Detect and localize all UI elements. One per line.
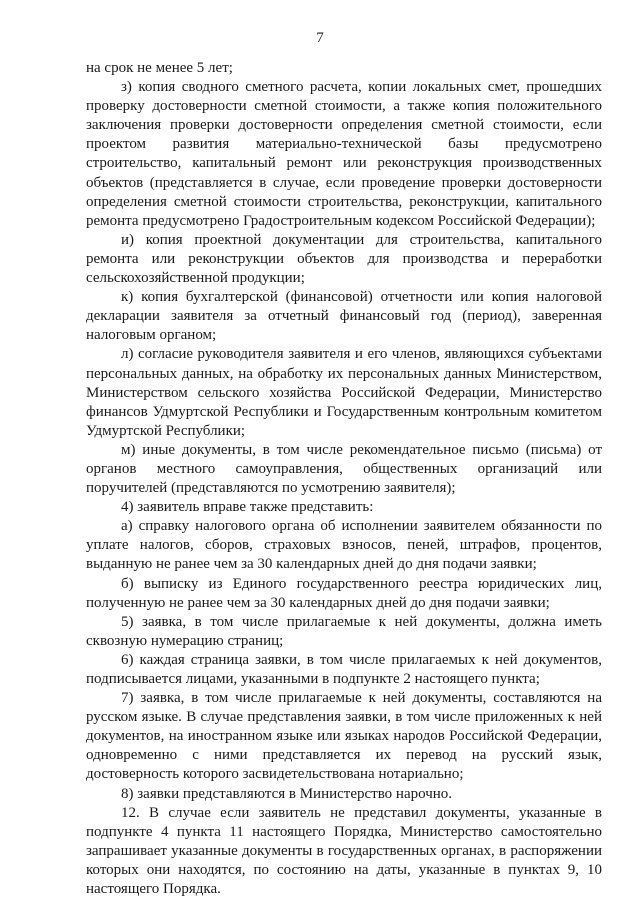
paragraph-subpoint-7: 7) заявка, в том числе прилагаемые к ней документы, составляются на русском языке. В случае представления заявки, в том числе приложенных к ней документов, на иностранном языке или языках народов Российской Федерации, одновременно с ними представляется их перевод на русский язык, достоверность которого засвидетельствована нотариально; [86, 690, 602, 783]
paragraph-item-z: з) копия сводного сметного расчета, копии локальных смет, прошедших проверку достоверности сметной стоимости, а также копия положительного заключения проверки достоверности определения сметной стоимости, если проектом развития материально-технической базы предусмотрено строительство, капитальный ремонт или реконструкция производственных объектов (представляется в случае, если проведение проверки достоверности определения сметной стоимости строительства, реконструкции, капитального ремонта предусмотрено Градостроительным кодексом Российской Федерации); [86, 79, 602, 229]
paragraph-item-m: м) иные документы, в том числе рекомендательное письмо (письма) от органов местного самоуправления, общественных организаций или поручителей (представляются по усмотрению заявителя); [86, 441, 602, 497]
paragraph-subpoint-5: 5) заявка, в том числе прилагаемые к ней документы, должна иметь сквозную нумерацию страниц; [86, 613, 602, 649]
paragraph-item-a: а) справку налогового органа об исполнении заявителем обязанности по уплате налогов, сборов, страховых взносов, пеней, штрафов, процентов, выданную не ранее чем за 30 календарных дней до дня подачи заявки; [86, 518, 602, 573]
paragraph-subpoint-8: 8) заявки представляются в Министерство нарочно. [121, 785, 453, 802]
paragraph-item-i: и) копия проектной документации для строительства, капитального ремонта или реконструкции объектов для производства и переработки сельскохозяйственной продукции; [86, 231, 602, 287]
paragraph-subpoint-6: 6) каждая страница заявки, в том числе прилагаемых к ней документов, подписывается лицами, указанными в подпункте 2 настоящего пункта; [86, 651, 602, 687]
paragraph-item-l: л) согласие руководителя заявителя и его членов, являющихся субъектами персональных данных, на обработку их персональных данных Министерством, Министерством сельского хозяйства Российской Федерации, Министерство финансов Удмуртской Республики и Государственным контрольным комитетом Удмуртской Республики; [86, 346, 602, 439]
paragraph-point-12: 12. В случае если заявитель не представил документы, указанные в подпункте 4 пункта 11 настоящего Порядка, Министерство самостоятельно запрашивает указанные документы в государственных органах, в распоряжении которых они находятся, по состоянию на даты, указанные в пунктах 9, 10 настоящего Порядка. [86, 804, 602, 898]
paragraph-item-b: б) выписку из Единого государственного реестра юридических лиц, полученную не ранее чем за 30 календарных дней до дня подачи заявки; [86, 575, 602, 611]
paragraph-term-continuation: на срок не менее 5 лет; [86, 60, 233, 76]
page-number: 7 [316, 30, 324, 46]
paragraph-item-k: к) копия бухгалтерской (финансовой) отчетности или копия налоговой декларации заявителя за отчетный финансовый год (период), заверенная налоговым органом; [86, 289, 602, 344]
paragraph-subpoint-4: 4) заявитель вправе также представить: [121, 499, 374, 516]
document-body [86, 59, 602, 899]
